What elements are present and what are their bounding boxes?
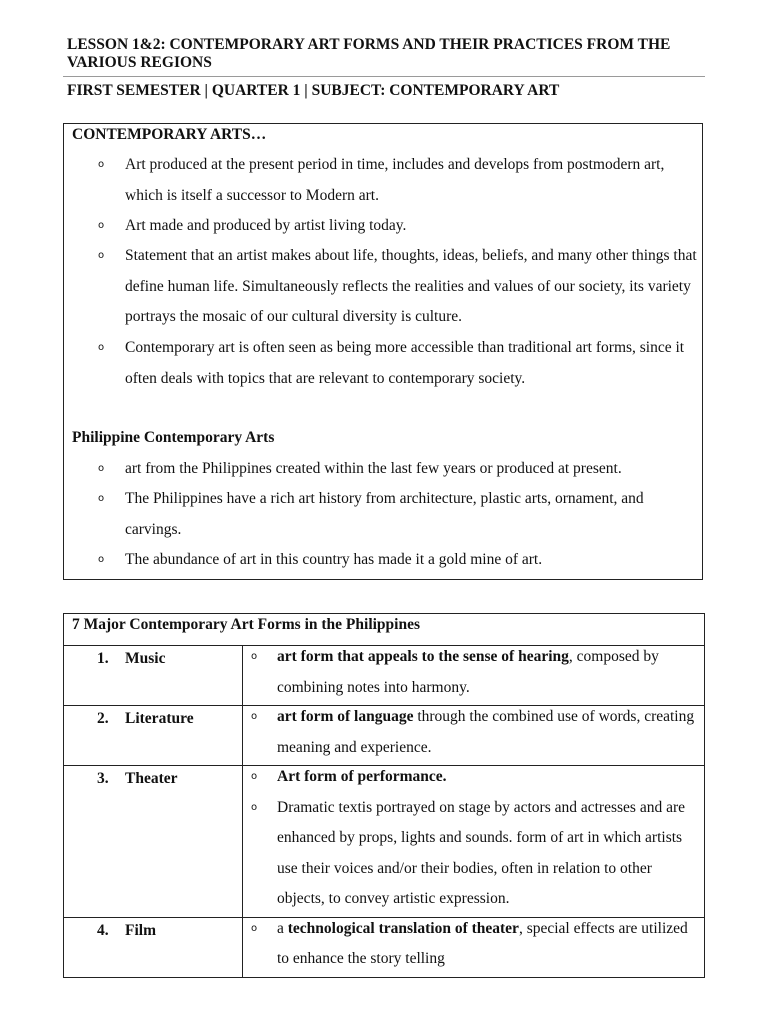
list-item-text: Art made and produced by artist living today. (125, 217, 407, 234)
art-forms-table-title: 7 Major Contemporary Art Forms in the Philippines (64, 614, 705, 646)
art-form-description-cell (243, 766, 705, 918)
art-form-detail: Dramatic textis portrayed on stage by actors and actresses and are enhanced by props, lights and sounds. form of art in which artists use their voices and/or their bodies, often in relation to other objects, to convey artistic expression. (277, 798, 686, 907)
list-item (243, 793, 704, 915)
list-item-text: Contemporary art is often seen as being more accessible than traditional art forms, since it often deals with topics that are relevant to contemporary society. (125, 339, 685, 387)
art-form-number: 3. (97, 770, 109, 787)
list-item (243, 914, 704, 975)
bullet-icon: o (251, 711, 258, 722)
list-item-text: The Philippines have a rich art history from architecture, plastic arts, ornament, and carvings. (125, 490, 644, 538)
art-form-detail: through the combined use of words, creating meaning and experience. (277, 708, 695, 756)
art-form-name: Literature (125, 710, 194, 727)
art-form-definition: art form of language (277, 708, 414, 725)
bullet-icon: o (98, 220, 105, 231)
bullet-icon: o (98, 342, 105, 353)
art-form-name-cell (64, 646, 243, 706)
art-form-number: 2. (97, 710, 109, 727)
art-form-definition: technological translation of theater (287, 919, 519, 937)
semester-line: FIRST SEMESTER | QUARTER 1 | SUBJECT: CONTEMPORARY ART (67, 82, 560, 99)
art-form-detail: , composed by combining notes into harmony. (277, 648, 659, 696)
art-form-name: Music (125, 650, 166, 667)
bullet-icon: o (251, 922, 258, 934)
bullet-icon: o (251, 771, 258, 782)
art-form-number: 1. (97, 650, 109, 667)
contemporary-arts-heading: CONTEMPORARY ARTS… (72, 126, 267, 143)
art-form-name-cell (64, 766, 243, 918)
art-form-name: Theater (125, 770, 178, 787)
art-form-detail: , special effects are utilized to enhance the story telling (277, 919, 688, 967)
lesson-title: LESSON 1&2: CONTEMPORARY ART FORMS AND THEIR PRACTICES FROM THE VARIOUS REGIONS (67, 36, 671, 71)
bullet-icon: o (98, 159, 105, 170)
art-forms-table (63, 613, 705, 978)
art-form-description-cell (243, 917, 705, 977)
table-row (64, 766, 705, 918)
art-form-name-cell (64, 706, 243, 766)
bullet-icon: o (251, 801, 258, 813)
list-item-text: The abundance of art in this country has made it a gold mine of art. (125, 551, 543, 568)
art-form-description-cell (243, 706, 705, 766)
list-item (243, 642, 704, 703)
table-row (64, 706, 705, 766)
philippine-arts-heading: Philippine Contemporary Arts (72, 429, 275, 446)
art-form-name: Film (125, 921, 156, 939)
contemporary-arts-box (63, 123, 703, 580)
art-form-lead: a (277, 919, 288, 937)
art-form-definition: art form that appeals to the sense of hearing (277, 648, 569, 665)
bullet-icon: o (98, 493, 105, 504)
list-item-text: Statement that an artist makes about life, thoughts, ideas, beliefs, and many other things that define human life. Simultaneously reflects the realities and values of our society, its variety portrays the mosaic of our cultural diversity is culture. (125, 247, 697, 325)
list-item-text: Art produced at the present period in time, includes and develops from postmodern art, which is itself a successor to Modern art. (125, 156, 665, 204)
art-form-name-cell (64, 917, 243, 977)
list-item (243, 702, 704, 763)
list-item (243, 762, 704, 793)
table-row (64, 917, 705, 977)
art-form-description-cell (243, 646, 705, 706)
art-form-definition: Art form of performance. (277, 768, 447, 785)
bullet-icon: o (98, 463, 105, 474)
header-divider (63, 76, 705, 77)
bullet-icon: o (251, 651, 258, 662)
table-header-row (64, 614, 705, 646)
table-row (64, 646, 705, 706)
art-form-number: 4. (97, 921, 109, 939)
list-item-text: art from the Philippines created within the last few years or produced at present. (125, 460, 622, 477)
bullet-icon: o (98, 250, 105, 261)
bullet-icon: o (98, 554, 105, 565)
